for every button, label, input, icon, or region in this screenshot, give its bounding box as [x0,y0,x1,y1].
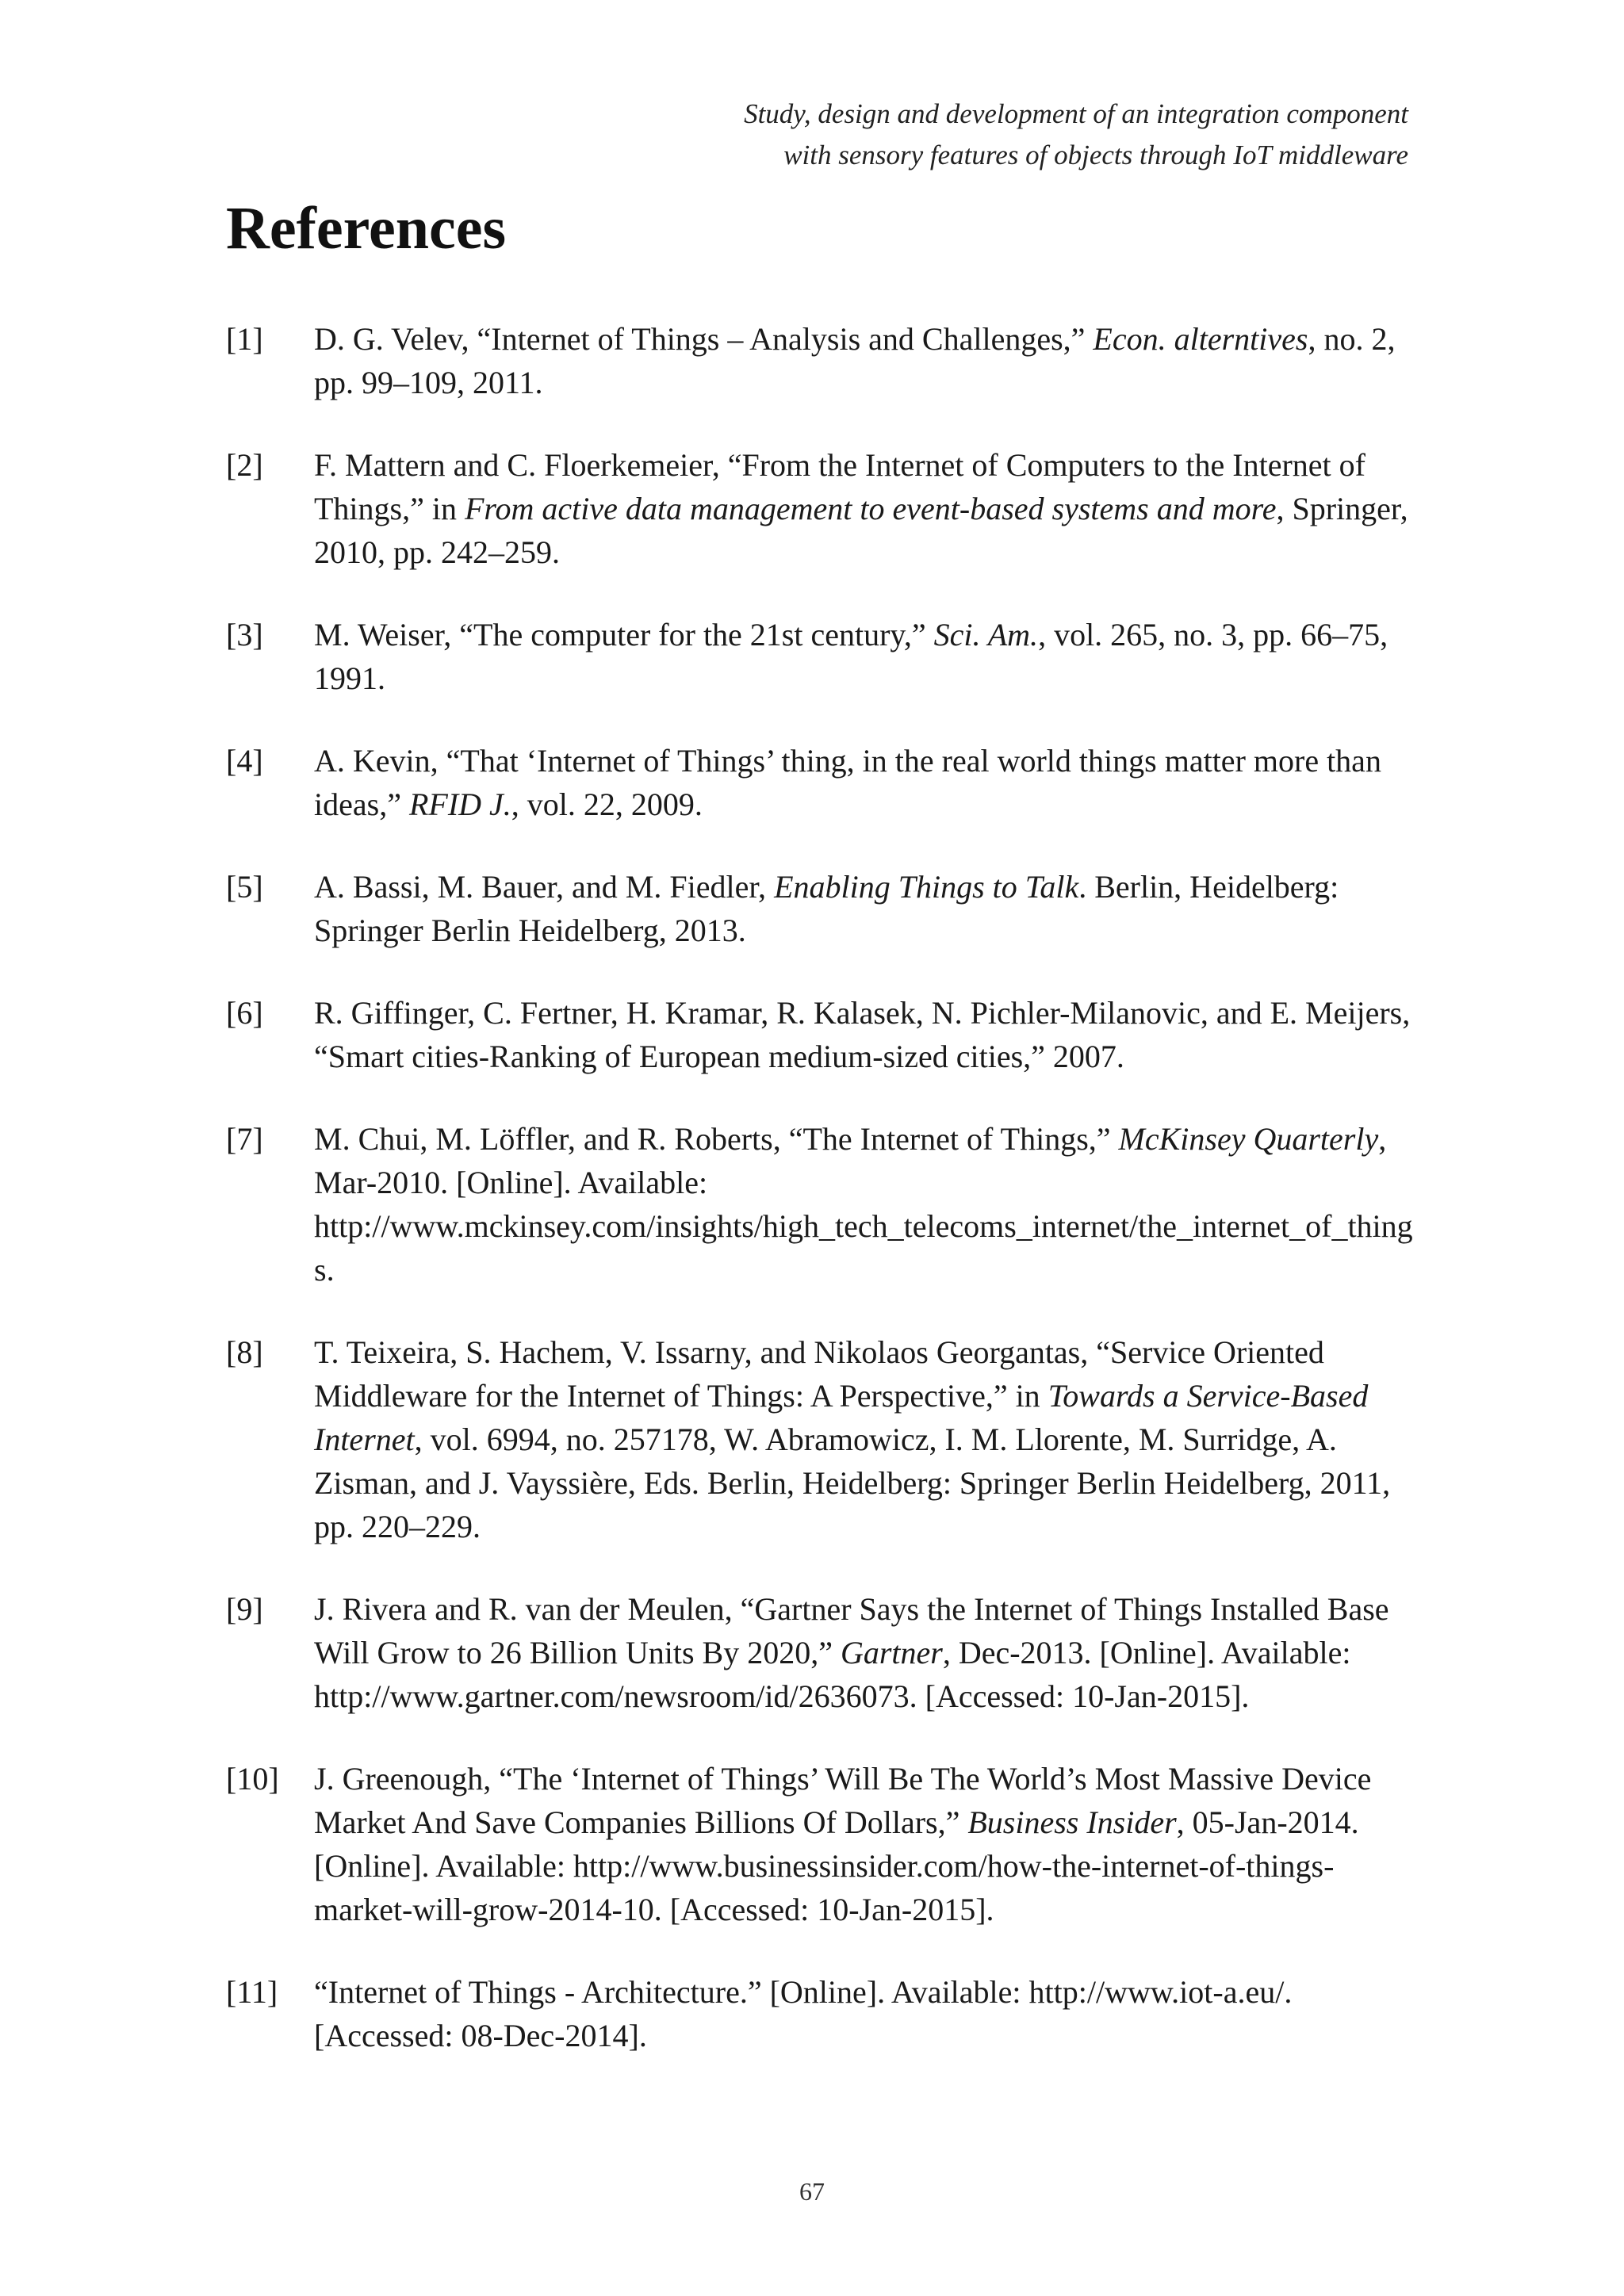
reference-text [314,865,1415,952]
reference-details: , no. 2, pp. 99–109, 2011. [314,321,1396,400]
reference-number: [1] [226,321,263,357]
reference-number: [9] [226,1591,263,1627]
reference-authors-title: J. Greenough, “The ‘Internet of Things’ Will Be The World’s Most Massive Device Market And Save Companies Billions Of Dollars,” [314,1761,1372,1840]
reference-text [314,991,1415,1078]
reference-authors-title: D. G. Velev, “Internet of Things – Analysis and Challenges,” [314,321,1094,357]
reference-number: [11] [226,1974,278,2010]
reference-authors-title: A. Bassi, M. Bauer, and M. Fiedler, [314,869,775,905]
reference-venue: McKinsey Quarterly [1118,1121,1379,1157]
reference-number: [2] [226,447,263,483]
reference-authors-title: T. Teixeira, S. Hachem, V. Issarny, and Nikolaos Georgantas, “Service Oriented Middleware for the Internet of Things: A Perspective,” in [314,1334,1324,1414]
reference-authors-title: “Internet of Things - Architecture.” [Online]. Available: http://www.iot-a.eu/. [Accessed: 08-Dec-2014]. [314,1974,1293,2053]
reference-number: [3] [226,617,263,652]
reference-details: , 05-Jan-2014. [Online]. Available: http://www.businessinsider.com/how-the-internet-of-things-market-will-grow-2014-10. [Accessed: 10-Jan-2015]. [314,1804,1359,1927]
reference-authors-title: M. Weiser, “The computer for the 21st century,” [314,617,934,652]
reference-text [314,613,1415,700]
reference-details: , vol. 265, no. 3, pp. 66–75, 1991. [314,617,1388,696]
reference-number: [10] [226,1761,279,1797]
page-title: References [226,195,507,262]
reference-authors-title: M. Chui, M. Löffler, and R. Roberts, “The Internet of Things,” [314,1121,1119,1157]
running-header [457,94,1408,176]
reference-text [314,1757,1415,1931]
reference-venue: From active data management to event-based systems and more [464,491,1277,526]
reference-item-10 [226,1757,1415,1931]
reference-details: . Berlin, Heidelberg: Springer Berlin Heidelberg, 2013. [314,869,1339,948]
reference-venue: Gartner [840,1635,943,1670]
reference-item-7 [226,1117,1415,1292]
reference-authors-title: R. Giffinger, C. Fertner, H. Kramar, R. Kalasek, N. Pichler-Milanovic, and E. Meijers, “Smart cities-Ranking of European medium-sized cities,” 2007. [314,995,1411,1074]
reference-details: , Dec-2013. [Online]. Available: http://www.gartner.com/newsroom/id/2636073. [Accessed: 10-Jan-2015]. [314,1635,1351,1714]
reference-url: http://www.mckinsey.com/insights/high_tech_telecoms_internet/the_internet_of_things. [314,1208,1413,1288]
reference-venue: RFID J. [408,786,511,822]
reference-item-2 [226,443,1415,574]
reference-text [314,739,1415,826]
reference-venue: Business Insider [967,1804,1177,1840]
reference-venue: Enabling Things to Talk [774,869,1079,905]
reference-number: [5] [226,869,263,905]
reference-authors-title: J. Rivera and R. van der Meulen, “Gartner Says the Internet of Things Installed Base Will Grow to 26 Billion Units By 2020,” [314,1591,1389,1670]
reference-details: , vol. 6994, no. 257178, W. Abramowicz, I. M. Llorente, M. Surridge, A. Zisman, and J. Vayssière, Eds. Berlin, Heidelberg: Springer Berlin Heidelberg, 2011, pp. 220–229. [314,1422,1391,1544]
reference-number: [7] [226,1121,263,1157]
reference-item-8 [226,1330,1415,1548]
reference-number: [4] [226,743,263,779]
reference-text [314,1970,1415,2057]
reference-details: , Springer, 2010, pp. 242–259. [314,491,1408,570]
running-header-line-2: with sensory features of objects through IoT middleware [783,140,1408,170]
reference-text [314,1587,1415,1718]
reference-item-5 [226,865,1415,952]
reference-authors-title: F. Mattern and C. Floerkemeier, “From the Internet of Computers to the Internet of Things,” in [314,447,1365,526]
reference-venue: Towards a Service-Based Internet [314,1378,1369,1457]
reference-venue: Sci. Am. [933,617,1039,652]
reference-item-6 [226,991,1415,1078]
reference-authors-title: A. Kevin, “That ‘Internet of Things’ thing, in the real world things matter more than ideas,” [314,743,1381,822]
reference-item-11 [226,1970,1415,2057]
reference-number: [6] [226,995,263,1031]
reference-details: , Mar-2010. [Online]. Available: [314,1121,1387,1200]
running-header-line-1: Study, design and development of an integration component [744,98,1408,129]
reference-text [314,317,1415,404]
reference-list [226,317,1415,2096]
reference-number: [8] [226,1334,263,1370]
reference-text [314,1330,1415,1548]
reference-item-4 [226,739,1415,826]
reference-venue: Econ. alterntives [1093,321,1308,357]
reference-item-1 [226,317,1415,404]
reference-text [314,1117,1415,1292]
reference-text [314,443,1415,574]
reference-item-9 [226,1587,1415,1718]
reference-item-3 [226,613,1415,700]
reference-details: , vol. 22, 2009. [511,786,703,822]
page-number: 67 [799,2177,825,2206]
